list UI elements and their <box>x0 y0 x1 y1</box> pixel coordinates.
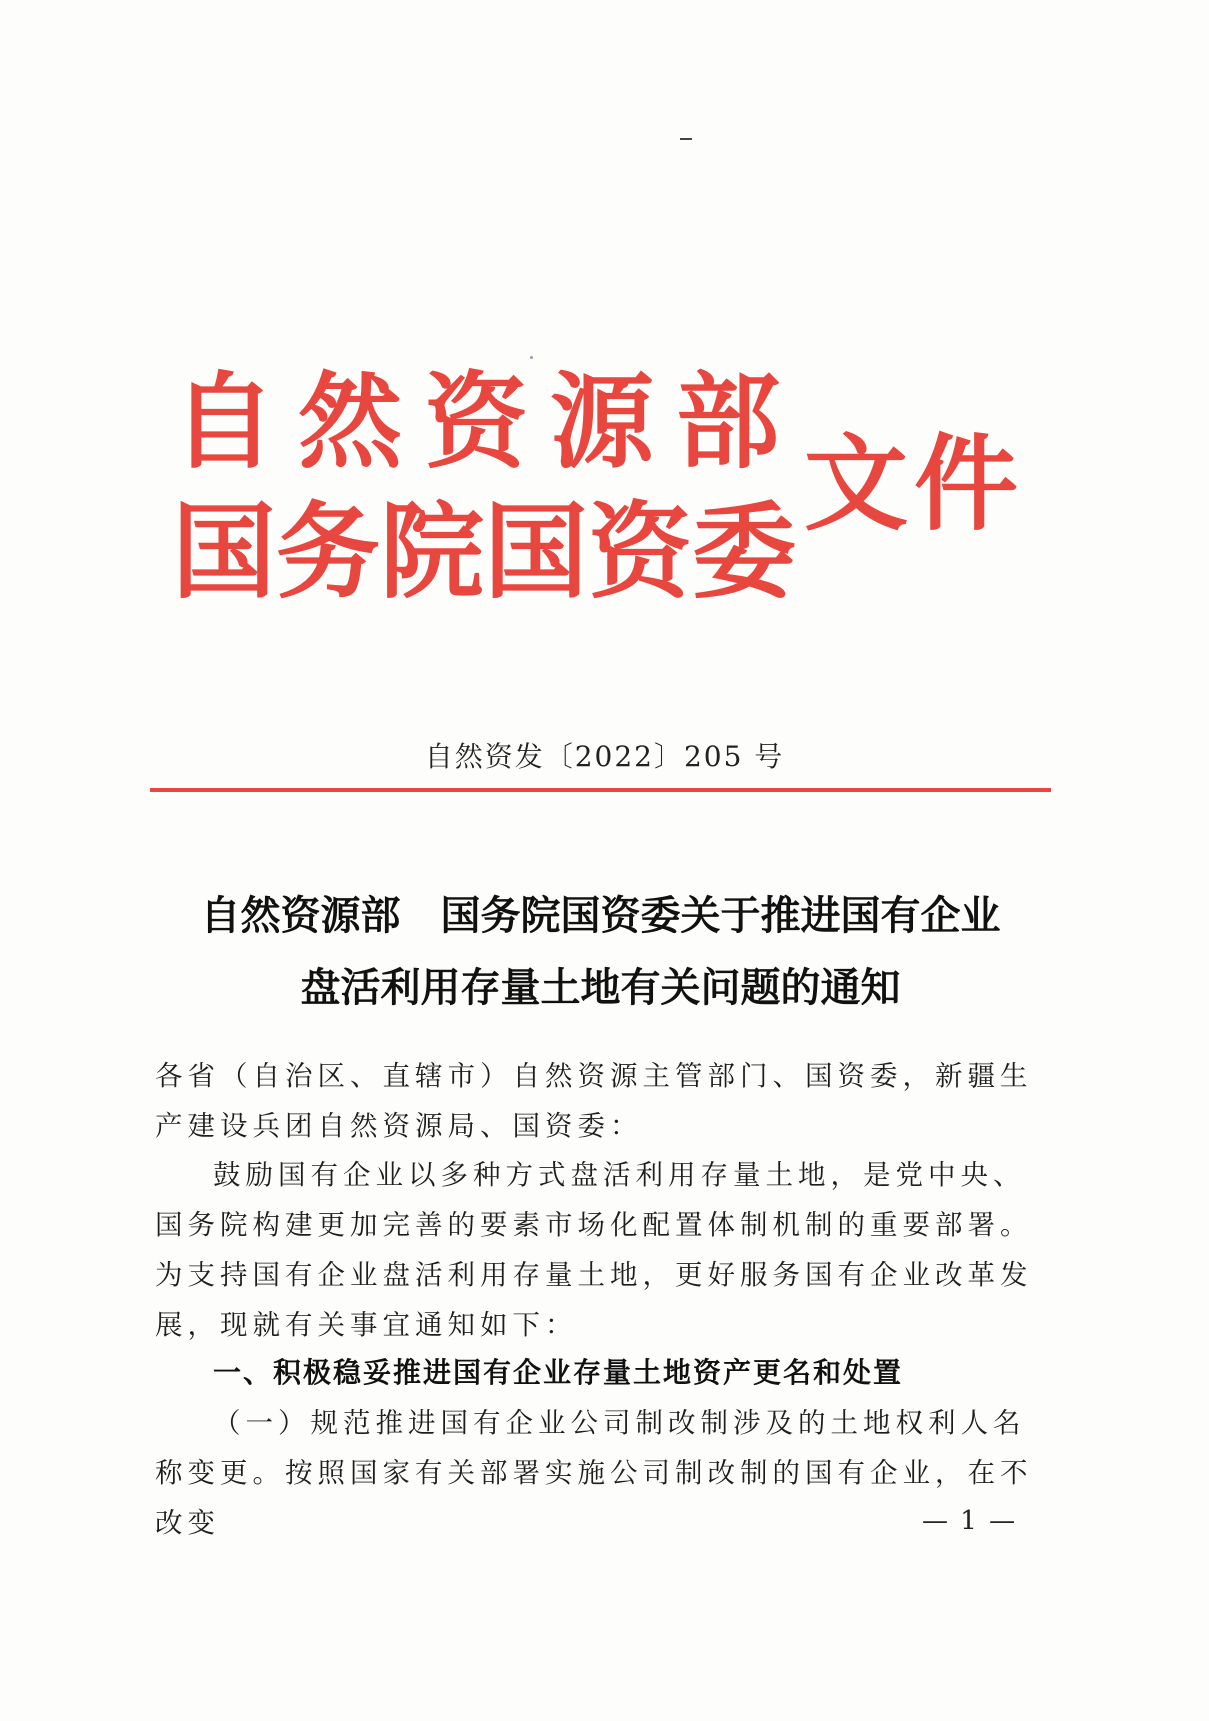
title-line-2: 盘活利用存量土地有关问题的通知 <box>300 965 901 1011</box>
red-header <box>172 361 1052 613</box>
paragraph-section-1-1: （一）规范推进国有企业公司制改制涉及的土地权利人名称变更。按照国家有关部署实施公司制改制的国有企业，在不改变 <box>155 1407 1033 1539</box>
scan-mark <box>680 138 692 140</box>
salutation: 各省（自治区、直辖市）自然资源主管部门、国资委，新疆生产建设兵团自然资源局、国资委： <box>155 1060 1033 1142</box>
issuer-line-1: 自然资源部 <box>172 361 803 483</box>
title-line-1: 自然资源部 国务院国资委关于推进国有企业 <box>200 893 1001 939</box>
section-heading-1: 一、积极稳妥推进国有企业存量土地资产更名和处置 <box>213 1356 904 1389</box>
issuer-line-2: 国务院国资委 <box>172 491 797 613</box>
page-number: — 1 — <box>922 1506 1018 1536</box>
scan-dot <box>530 356 533 359</box>
document-number: 自然资发〔2022〕205 号 <box>424 740 785 773</box>
red-divider-line <box>150 788 1051 792</box>
document-word: 文件 <box>804 423 1025 545</box>
paragraph-intro: 鼓励国有企业以多种方式盘活利用存量土地，是党中央、国务院构建更加完善的要素市场化配置体制机制的重要部署。为支持国有企业盘活利用存量土地，更好服务国有企业改革发展，现就有关事宜通知如下： <box>155 1159 1033 1341</box>
